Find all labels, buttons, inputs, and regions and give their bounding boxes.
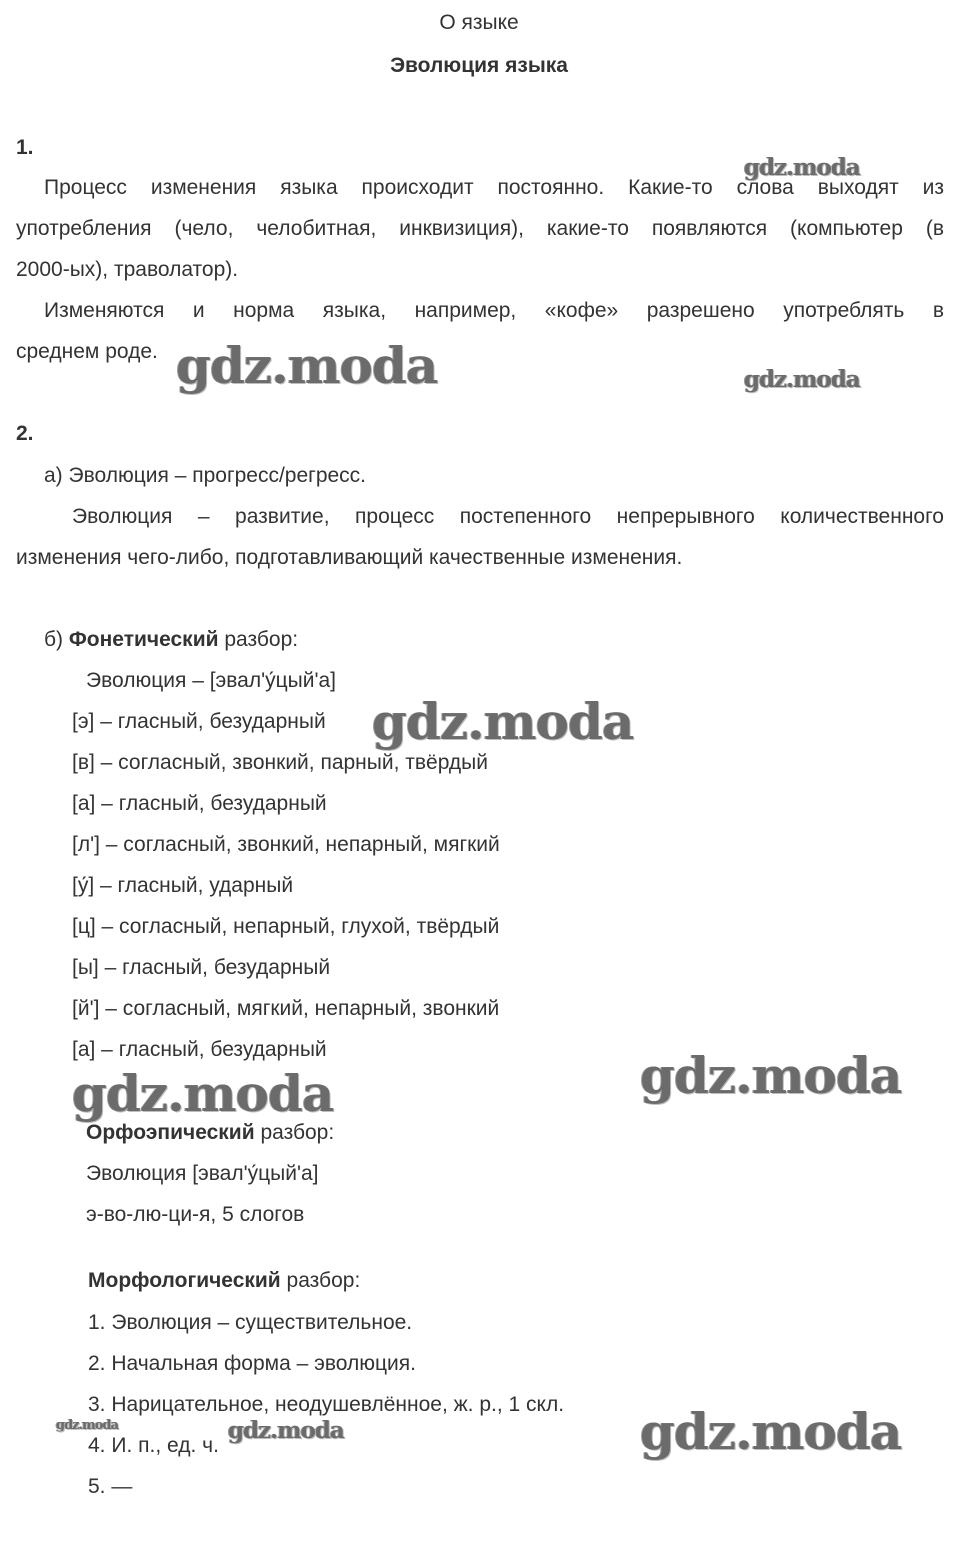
- watermark-logo: gdz.moda: [744, 154, 860, 181]
- orthoepic-line-2: э-во-лю-ци-я, 5 слогов: [86, 1203, 305, 1226]
- task-1-paragraph-2-line-1: Изменяются и норма языка, например, «кофе» разрешено употреблять в: [44, 299, 944, 322]
- phonetic-heading-rest: разбор:: [224, 628, 299, 651]
- phonetic-item: [а] – гласный, безударный: [72, 792, 327, 815]
- morphological-heading-bold: Морфологический: [88, 1269, 281, 1292]
- transcription: Эволюция – [эвал'у́цый'а]: [86, 669, 337, 692]
- task-1-paragraph-1-line-1: Процесс изменения языка происходит постоянно. Какие-то слова выходят из: [44, 176, 944, 199]
- definition-line-1: Эволюция – развитие, процесс постепенного непрерывного количественного: [72, 505, 944, 528]
- phonetic-prefix: б): [44, 628, 64, 651]
- phonetic-item: [а] – гласный, безударный: [72, 1038, 327, 1061]
- page-title: Эволюция языка: [390, 54, 568, 77]
- task-2-number: 2.: [16, 422, 34, 445]
- watermark-logo: gdz.moda: [72, 1064, 334, 1123]
- phonetic-item: [у́] – гласный, ударный: [72, 874, 294, 897]
- morphological-item: 5. —: [88, 1475, 133, 1498]
- phonetic-heading-bold: Фонетический: [68, 628, 219, 651]
- task-1-paragraph-1-line-2: употребления (чело, челобитная, инквизиция), какие-то появляются (компьютер (в: [16, 217, 944, 240]
- task-1-paragraph-2-line-2: среднем роде.: [16, 340, 158, 363]
- phonetic-item: [л'] – согласный, звонкий, непарный, мягкий: [72, 833, 500, 856]
- phonetic-item: [в] – согласный, звонкий, парный, твёрдый: [72, 751, 489, 774]
- morphological-item: 3. Нарицательное, неодушевлённое, ж. р., 1 скл.: [88, 1393, 565, 1416]
- watermark-logo: gdz.moda: [372, 692, 634, 751]
- phonetic-item: [ы] – гласный, безударный: [72, 956, 331, 979]
- morphological-heading: [88, 1267, 360, 1295]
- morphological-item: 2. Начальная форма – эволюция.: [88, 1352, 416, 1375]
- phonetic-item: [э] – гласный, безударный: [72, 710, 326, 733]
- orthoepic-heading: [86, 1119, 334, 1147]
- watermark-logo: gdz.moda: [56, 1418, 119, 1433]
- morphological-item: 1. Эволюция – существительное.: [88, 1311, 413, 1334]
- watermark-logo: gdz.moda: [640, 1402, 902, 1461]
- section-title: О языке: [439, 11, 519, 34]
- task-2a-line: а) Эволюция – прогресс/регресс.: [44, 464, 367, 487]
- task-1-number: 1.: [16, 136, 34, 159]
- morphological-item: 4. И. п., ед. ч.: [88, 1434, 219, 1457]
- phonetic-item: [й'] – согласный, мягкий, непарный, звонкий: [72, 997, 500, 1020]
- morphological-heading-rest: разбор:: [286, 1269, 361, 1292]
- watermark-logo: gdz.moda: [176, 336, 438, 395]
- watermark-logo: gdz.moda: [228, 1417, 344, 1444]
- watermark-logo: gdz.moda: [744, 366, 860, 393]
- definition-line-2: изменения чего-либо, подготавливающий качественные изменения.: [16, 546, 683, 569]
- watermark-logo: gdz.moda: [640, 1046, 902, 1105]
- task-1-paragraph-1-line-3: 2000-ых), траволатор).: [16, 258, 239, 281]
- phonetic-item: [ц] – согласный, непарный, глухой, твёрдый: [72, 915, 500, 938]
- phonetic-heading: [44, 626, 298, 654]
- orthoepic-heading-bold: Орфоэпический: [86, 1121, 255, 1144]
- orthoepic-heading-rest: разбор:: [260, 1121, 335, 1144]
- orthoepic-line-1: Эволюция [эвал'у́цый'а]: [86, 1162, 319, 1185]
